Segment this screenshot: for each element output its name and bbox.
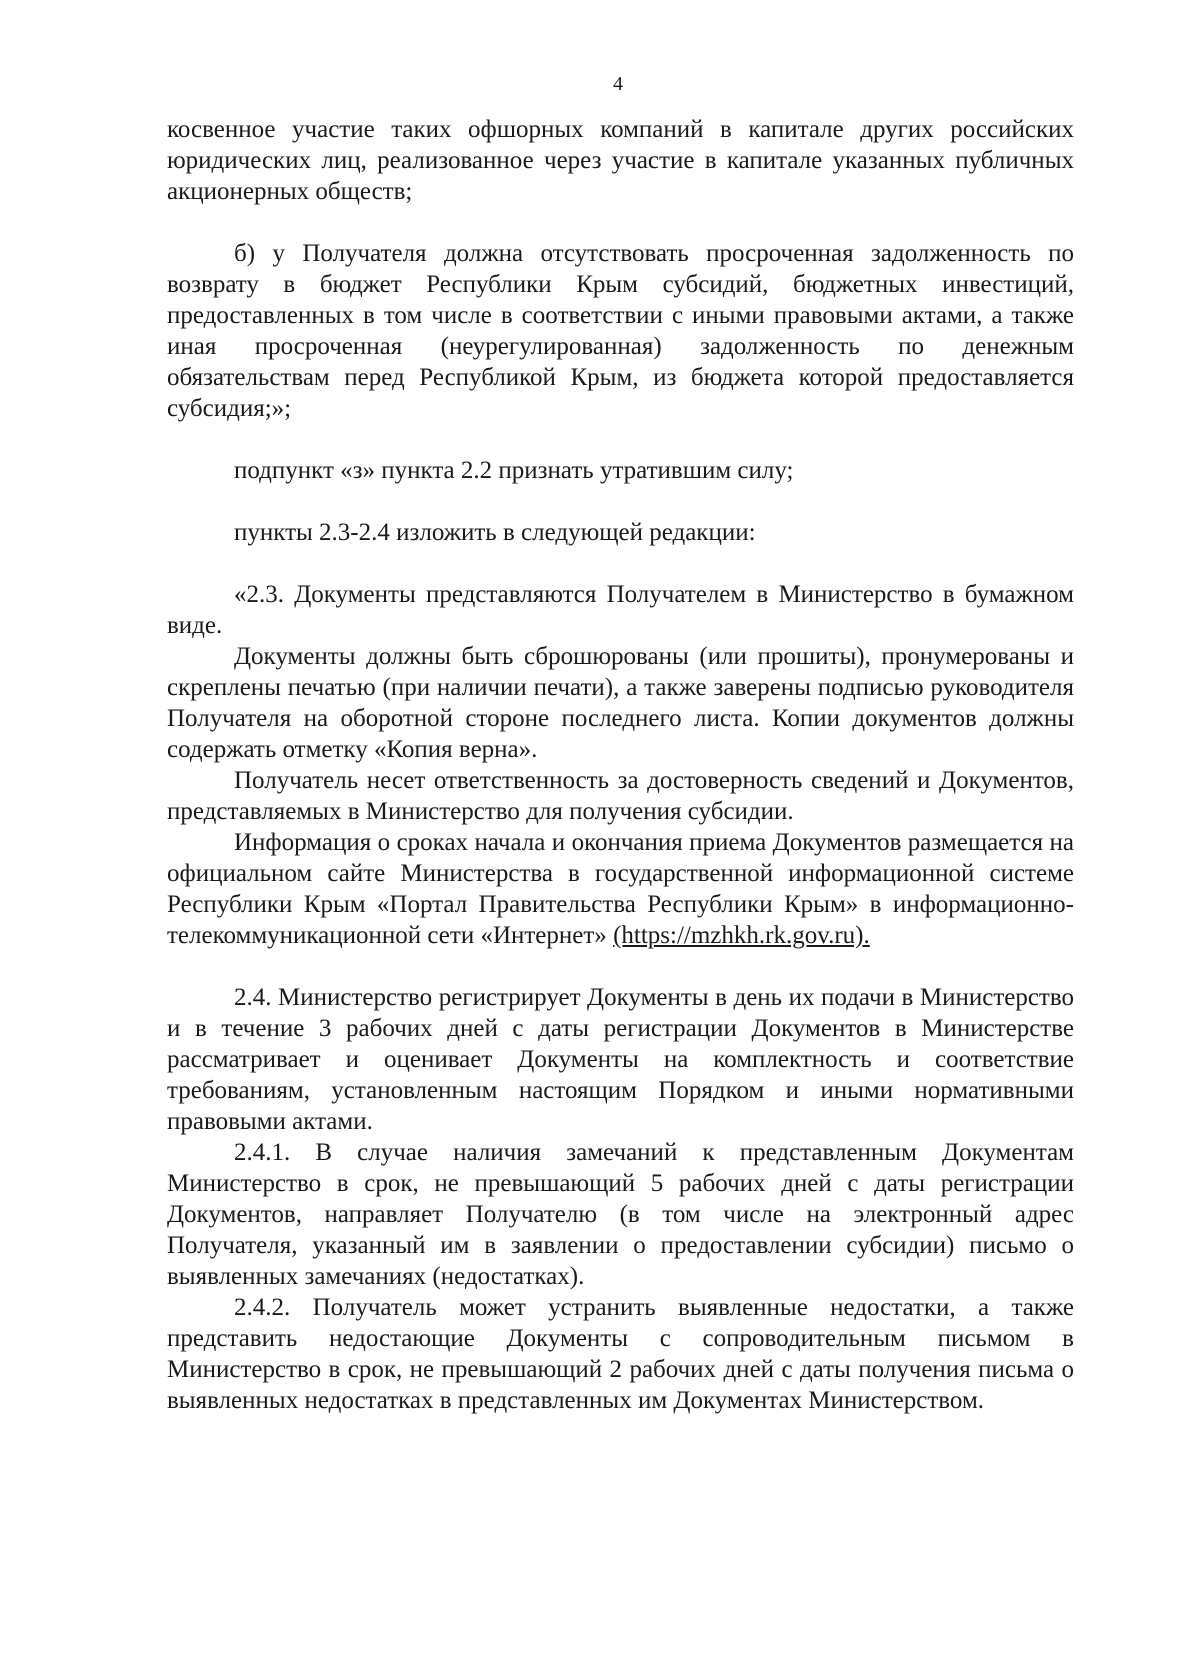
- paragraph-debt-requirement: б) у Получателя должна отсутствовать просроченная задолженность по возврату в бюджет Республики Крым субсидий, бюджетных инвестиций, предоставленных в том числе в соответствии с иными правовыми актами, а также иная просроченная (неурегулированная) задолженность по денежным обязательствам перед Республикой Крым, из бюджета которой предоставляется субсидия;»;: [167, 240, 1074, 422]
- page-number: 4: [613, 73, 623, 95]
- paragraph-subpoint-z-repeal: подпункт «з» пункта 2.2 признать утратившим силу;: [234, 457, 794, 484]
- deadlines-information-text: Информация о сроках начала и окончания приема Документов размещается на официальном сайте Министерства в государственной информационной системе Республики Крым «Портал Правительства Республики Крым» в информационно-телекоммуникационной сети «Интернет»: [167, 829, 1074, 949]
- paragraph-points-new-edition: пункты 2.3-2.4 изложить в следующей редакции:: [234, 519, 756, 546]
- paragraph-2-4-registration: 2.4. Министерство регистрирует Документы в день их подачи в Министерство и в течение 3 рабочих дней с даты регистрации Документов в Министерстве рассматривает и оценивает Документы на комплектность и соответствие требованиям, установленным настоящим Порядком и иными нормативными правовыми актами.: [167, 984, 1074, 1135]
- paragraph-2-3-documents-submitted: «2.3. Документы представляются Получателем в Министерство в бумажном виде.: [167, 581, 1074, 639]
- paragraph-offshore-participation: косвенное участие таких офшорных компаний в капитале других российских юридических лиц, реализованное через участие в капитале указанных публичных акционерных обществ;: [167, 116, 1074, 205]
- paragraph-deadlines-information: [167, 827, 1074, 951]
- paragraph-2-4-2-corrections: 2.4.2. Получатель может устранить выявленные недостатки, а также представить недостающие Документы с сопроводительным письмом в Министерство в срок, не превышающий 2 рабочих дней с даты получения письма о выявленных недостатках в представленных им Документах Министерством.: [167, 1294, 1074, 1414]
- paragraph-2-4-1-remarks: 2.4.1. В случае наличия замечаний к представленным Документам Министерство в срок, не превышающий 5 рабочих дней с даты регистрации Документов, направляет Получателю (в том числе на электронный адрес Получателя, указанный им в заявлении о предоставлении субсидии) письмо о выявленных замечаниях (недостатках).: [167, 1139, 1074, 1290]
- document-body: [167, 114, 1074, 1416]
- ministry-website-link[interactable]: (https://mzhkh.rk.gov.ru).: [613, 922, 870, 949]
- paragraph-documents-binding: Документы должны быть сброшюрованы (или прошиты), пронумерованы и скреплены печатью (при наличии печати), а также заверены подписью руководителя Получателя на оборотной стороне последнего листа. Копии документов должны содержать отметку «Копия верна».: [167, 643, 1074, 763]
- paragraph-recipient-responsibility: Получатель несет ответственность за достоверность сведений и Документов, представляемых в Министерство для получения субсидии.: [167, 767, 1074, 825]
